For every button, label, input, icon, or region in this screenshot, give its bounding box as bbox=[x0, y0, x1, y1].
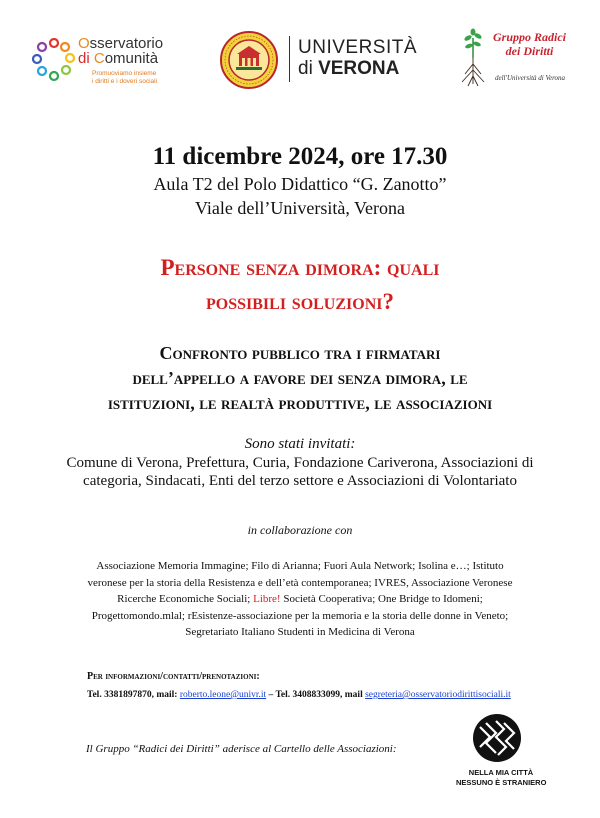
collaboration-line4: Progettomondo.mlal; rEsistenze-associazione per la memoria e la storia delle donne in Veneto; bbox=[91, 609, 509, 622]
main-title-line1: Persone senza dimora: quali bbox=[160, 255, 440, 280]
nessuno-straniero-logo-icon bbox=[472, 713, 522, 763]
collaboration-line3: Ricerche Economiche Sociali; Libre! Società Cooperativa; One Bridge to Idomeni; bbox=[117, 593, 483, 605]
gruppo-title-line1: Gruppo Radici bbox=[492, 30, 566, 44]
email-link-segreteria[interactable]: segreteria@osservatoriodirittisociali.it bbox=[365, 690, 511, 700]
email-link-leone[interactable]: roberto.leone@univr.it bbox=[179, 690, 267, 700]
subtitle-line1: Confronto pubblico tra i firmatari bbox=[159, 343, 441, 363]
event-location-line1: Aula T2 del Polo Didattico “G. Zanotto” bbox=[153, 174, 447, 194]
invited-heading: Sono stati invitati: bbox=[244, 436, 356, 452]
univr-name-line2: di VERONA bbox=[298, 58, 400, 79]
osservatorio-title-line1: Osservatorio bbox=[78, 35, 164, 52]
logo-caption-line1: NELLA MIA CITTÀ bbox=[468, 768, 534, 777]
main-title-line2: possibili soluzioni? bbox=[206, 289, 394, 314]
osservatorio-title-line2: di Comunità bbox=[78, 50, 159, 67]
osservatorio-circles-icon bbox=[32, 38, 76, 82]
cartello-text: Il Gruppo “Radici dei Diritti” aderisce al Cartello delle Associazioni: bbox=[86, 743, 397, 755]
contacts-heading: Per informazioni/contatti/prenotazioni: bbox=[87, 671, 260, 682]
logo-caption-line2: NESSUNO È STRANIERO bbox=[456, 778, 547, 787]
univr-name-line1: UNIVERSITÀ bbox=[298, 37, 418, 58]
collaboration-line1: Associazione Memoria Immagine; Filo di Arianna; Fuori Aula Network; Isolina e…; Istituto bbox=[96, 560, 504, 572]
collaboration-heading: in collaborazione con bbox=[247, 523, 353, 537]
osservatorio-logo bbox=[32, 34, 207, 94]
collaboration-line2: veronese per la storia della Resistenza e dell’età contemporanea; IVRES, Associazione Veronese bbox=[87, 576, 513, 589]
invited-line1: Comune di Verona, Prefettura, Curia, Fondazione Cariverona, Associazioni di bbox=[66, 455, 534, 471]
subtitle-line3: istituzioni, le realtà produttive, le associazioni bbox=[107, 393, 493, 413]
contacts-line: Tel. 3381897870, mail: roberto.leone@univr.it – Tel. 3408833099, mail segreteria@osservatoriodirittisociali.it bbox=[87, 690, 511, 700]
collaboration-line5: Segretariato Italiano Studenti in Medicina di Verona bbox=[185, 626, 415, 638]
osservatorio-tagline: Promuoviamo insieme i diritti e i doveri sociali bbox=[92, 70, 158, 85]
event-location-line2: Viale dell’Università, Verona bbox=[194, 198, 405, 218]
event-date: 11 dicembre 2024, ore 17.30 bbox=[152, 143, 448, 170]
gruppo-subtitle: dell'Università di Verona bbox=[494, 74, 566, 82]
gruppo-title-line2: dei Diritti bbox=[505, 44, 554, 58]
univr-divider bbox=[289, 36, 290, 82]
subtitle-line2: dell’appello a favore dei senza dimora, le bbox=[132, 368, 468, 388]
invited-line2: categoria, Sindacati, Enti del terzo settore e Associazioni di Volontariato bbox=[83, 473, 517, 489]
collaboration-list bbox=[0, 558, 600, 641]
university-seal-icon bbox=[219, 30, 279, 90]
